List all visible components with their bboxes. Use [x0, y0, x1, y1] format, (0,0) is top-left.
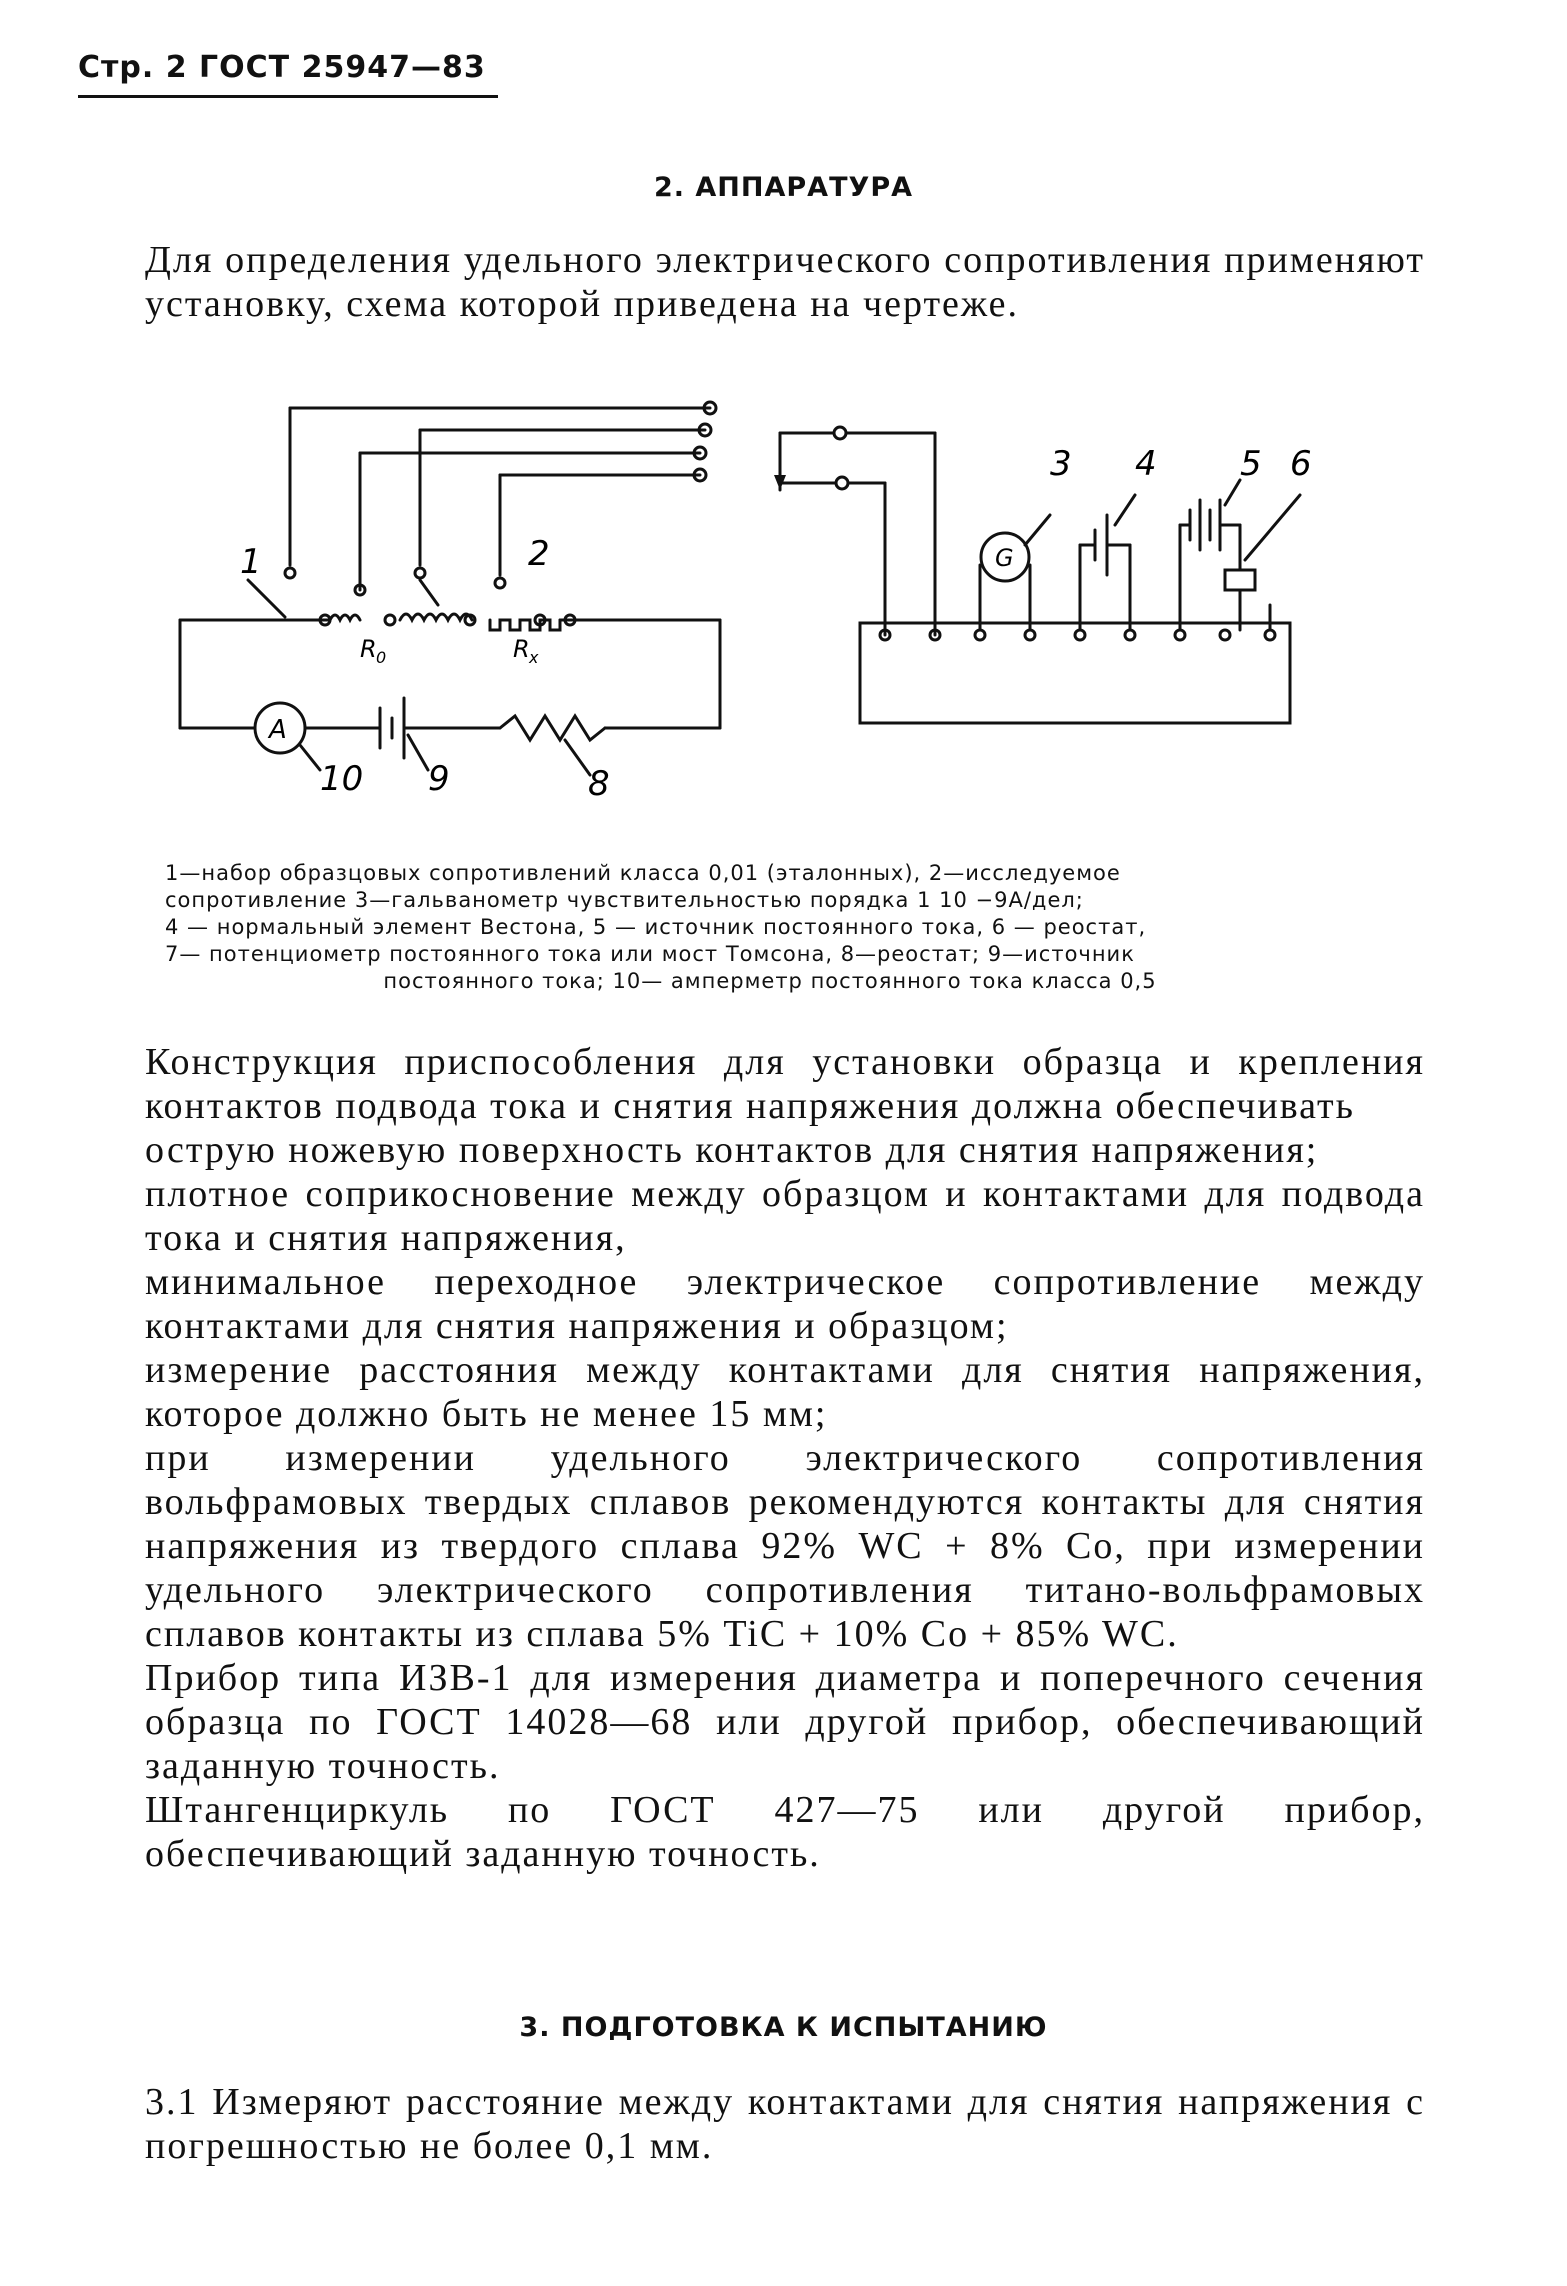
leader-10 [300, 745, 320, 770]
leader-4 [1115, 495, 1135, 525]
label-2: 2 [528, 534, 550, 574]
req-paragraph-1: Конструкция приспособления для установки образца и крепления контактов подвода тока и снятия напряжения должна обеспечивать [145, 1041, 1425, 1127]
left-circuit [180, 402, 720, 775]
right-circuit [780, 427, 1300, 723]
leader-3 [1025, 515, 1050, 545]
node-8 [415, 568, 425, 578]
leader-6 [1245, 495, 1300, 560]
rheostat-8 [500, 716, 605, 740]
leader-8 [565, 740, 590, 775]
label-r0-sub: 0 [376, 648, 387, 667]
req-paragraph-8: Штангенциркуль по ГОСТ 427—75 или другой прибор, обеспечивающий заданную точность. [145, 1789, 1425, 1875]
label-ammeter: A [269, 715, 287, 745]
section-3-title: 3. ПОДГОТОВКА К ИСПЫТАНИЮ [519, 2012, 1048, 2043]
label-5: 5 [1240, 444, 1262, 484]
section-3-body [145, 2080, 1425, 2168]
node-3 [385, 615, 395, 625]
caption-line-2: сопротивление 3—гальванометр чувствительностью порядка 1 10 −9А/дел; [165, 888, 1084, 912]
intro-paragraph: Для определения удельного электрического сопротивления применяют установку, схема которой приведена на чертеже. [145, 239, 1425, 325]
req-paragraph-2: острую ножевую поверхность контактов для снятия напряжения; [145, 1129, 1319, 1171]
req-paragraph-7: Прибор типа ИЗВ-1 для измерения диаметра и поперечного сечения образца по ГОСТ 14028—68 или другой прибор, обеспечивающий заданную точность. [145, 1657, 1425, 1787]
section-3-paragraph-1: 3.1 Измеряют расстояние между контактами для снятия напряжения с погрешностью не более 0,1 мм. [145, 2081, 1425, 2167]
caption-line-1: 1—набор образцовых сопротивлений класса 0,01 (эталонных), 2—исследуемое [165, 861, 1121, 885]
figure-caption [165, 860, 1375, 995]
page-header: Стр. 2 ГОСТ 25947—83 [78, 50, 498, 98]
req-paragraph-4: минимальное переходное электрическое сопротивление между контактами для снятия напряжения и образцом; [145, 1261, 1425, 1347]
label-8: 8 [588, 764, 610, 804]
node-4 [465, 615, 475, 625]
node-9 [495, 578, 505, 588]
rheostat-6 [1225, 570, 1255, 590]
req-paragraph-5: измерение расстояния между контактами для снятия напряжения, которое должно быть не менее 15 мм; [145, 1349, 1425, 1435]
input-terminal-2 [836, 477, 848, 489]
leader-9 [408, 735, 428, 770]
resistor-rx [490, 620, 560, 630]
label-3: 3 [1050, 444, 1072, 484]
resistor-chain [400, 614, 472, 620]
label-rx-sub: x [529, 648, 539, 667]
req-paragraph-3: плотное соприкосновение между образцом и контактами для подвода тока и снятия напряжения, [145, 1173, 1425, 1259]
section-2-title: 2. АППАРАТУРА [653, 172, 914, 203]
requirements-text [145, 1040, 1425, 1876]
pointer-2 [420, 580, 438, 605]
label-1: 1 [240, 542, 262, 582]
label-rx: R [513, 635, 530, 663]
circuit-diagram [170, 395, 1320, 815]
caption-line-4: 7— потенциометр постоянного тока или мост Томсона, 8—реостат; 9—источник [165, 942, 1135, 966]
section-2-intro [145, 238, 1425, 326]
label-10: 10 [320, 759, 364, 799]
req-paragraph-6: при измерении удельного электрического сопротивления вольфрамовых твердых сплавов рекомендуются контакты для снятия напряжения из твердого сплава 92% WC + 8% Co, при измерении удельного электрического сопротивления титано-вольфрамовых сплавов контакты из сплава 5% TiC + 10% Co + 85% WC. [145, 1437, 1425, 1655]
caption-line-5: постоянного тока; 10— амперметр постоянного тока класса 0,5 [383, 969, 1157, 993]
pointer-1 [248, 580, 285, 617]
label-r0: R [360, 635, 377, 663]
resistor-r0 [330, 615, 360, 620]
label-galvanometer: G [995, 544, 1014, 572]
node-7 [285, 568, 295, 578]
input-terminal-1 [834, 427, 846, 439]
label-9: 9 [428, 759, 450, 799]
caption-line-3: 4 — нормальный элемент Вестона, 5 — источник постоянного тока, 6 — реостат, [165, 915, 1147, 939]
leader-5 [1225, 480, 1240, 505]
contact-8 [1220, 630, 1230, 640]
label-4: 4 [1135, 444, 1157, 484]
label-6: 6 [1290, 444, 1312, 484]
